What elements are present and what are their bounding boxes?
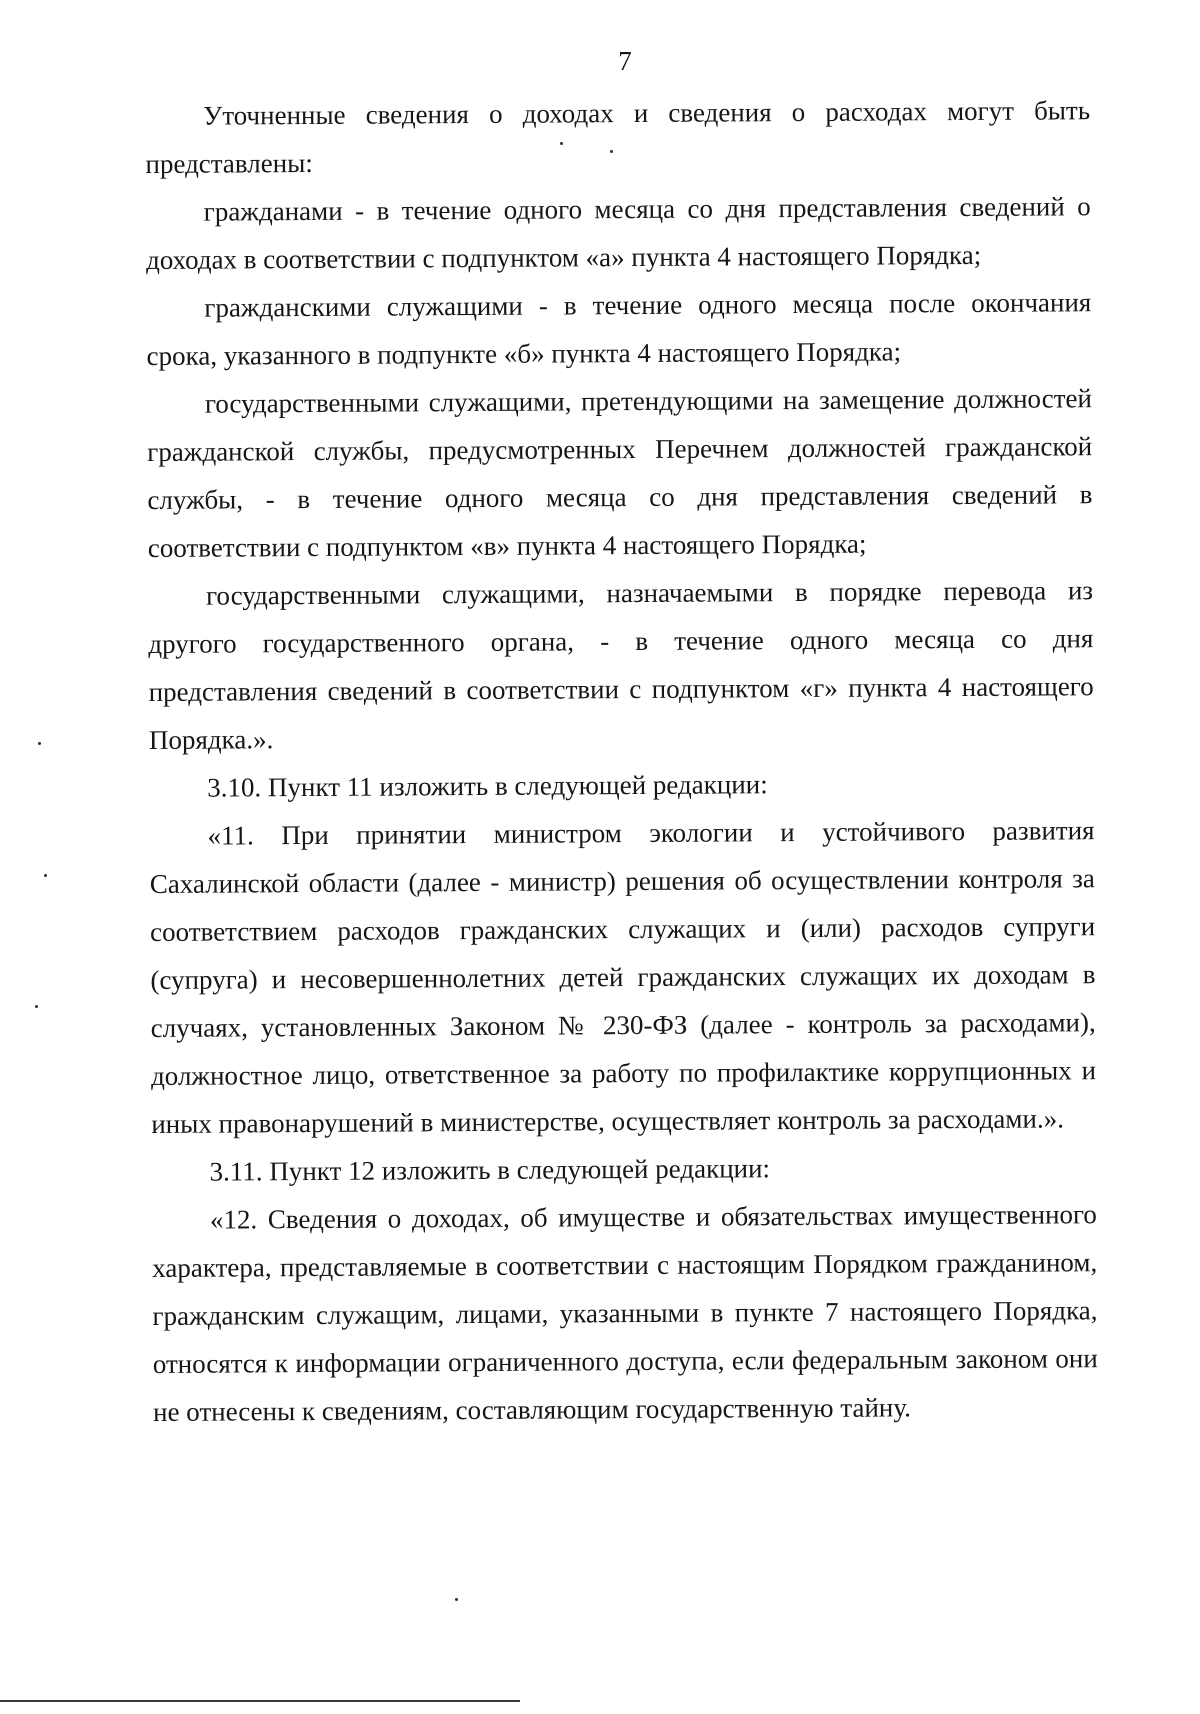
paragraph-point-11: «11. При принятии министром экологии и устойчивого развития Сахалинской области (далее - министр) решения об осуществлении контроля за соответствием расходов гражданских служащих и (или) расходов супруги (супруга) и несовершеннолетних детей гражданских служащих их доходам в случаях, установленных Законом № 230-ФЗ (далее - контроль за расходами), должностное лицо, ответственное за работу по профилактике коррупционных и иных правонарушений в министерстве, осуществляет контроль за расходами.».	[149, 815, 1097, 1139]
paragraph-section-3-10: 3.10. Пункт 11 изложить в следующей редакции:	[207, 769, 768, 803]
page-number: 7	[618, 46, 632, 76]
scan-speck	[455, 1598, 458, 1601]
scan-speck	[560, 142, 563, 145]
scan-speck	[610, 150, 613, 153]
paragraph-clarified-info: Уточненные сведения о доходах и сведения о расходах могут быть представлены:	[145, 95, 1091, 179]
paragraph-transferred-servants: государственными служащими, назначаемыми в порядке перевода из другого государственного органа, - в течение одного месяца со дня представления сведений в соответствии с подпунктом «г» пункта 4 настоящего Порядка.».	[148, 575, 1094, 755]
paragraph-civil-servants: гражданскими служащими - в течение одного месяца после окончания срока, указанного в подпункте «б» пункта 4 настоящего Порядка;	[146, 287, 1092, 371]
scan-speck	[44, 874, 47, 877]
paragraph-point-12: «12. Сведения о доходах, об имуществе и обязательствах имущественного характера, представляемые в соответствии с настоящим Порядком гражданином, гражданским служащим, лицами, указанными в пункте 7 настоящего Порядка, относятся к информации ограниченного доступа, если федеральным законом они не отнесены к сведениям, составляющим государственную тайну.	[152, 1199, 1098, 1427]
paragraph-citizens: гражданами - в течение одного месяца со дня представления сведений о доходах в соответствии с подпунктом «а» пункта 4 настоящего Порядка;	[145, 191, 1091, 275]
paragraph-section-3-11: 3.11. Пункт 12 изложить в следующей редакции:	[209, 1153, 771, 1187]
paragraph-applicants: государственными служащими, претендующими на замещение должностей гражданской службы, предусмотренных Перечнем должностей гражданской службы, - в течение одного месяца со дня представления сведений в соответствии с подпунктом «в» пункта 4 настоящего Порядка;	[147, 383, 1093, 563]
document-body	[145, 86, 1098, 1436]
bottom-scan-edge	[0, 1700, 520, 1702]
scan-speck	[38, 742, 41, 745]
scan-speck	[35, 1005, 38, 1008]
